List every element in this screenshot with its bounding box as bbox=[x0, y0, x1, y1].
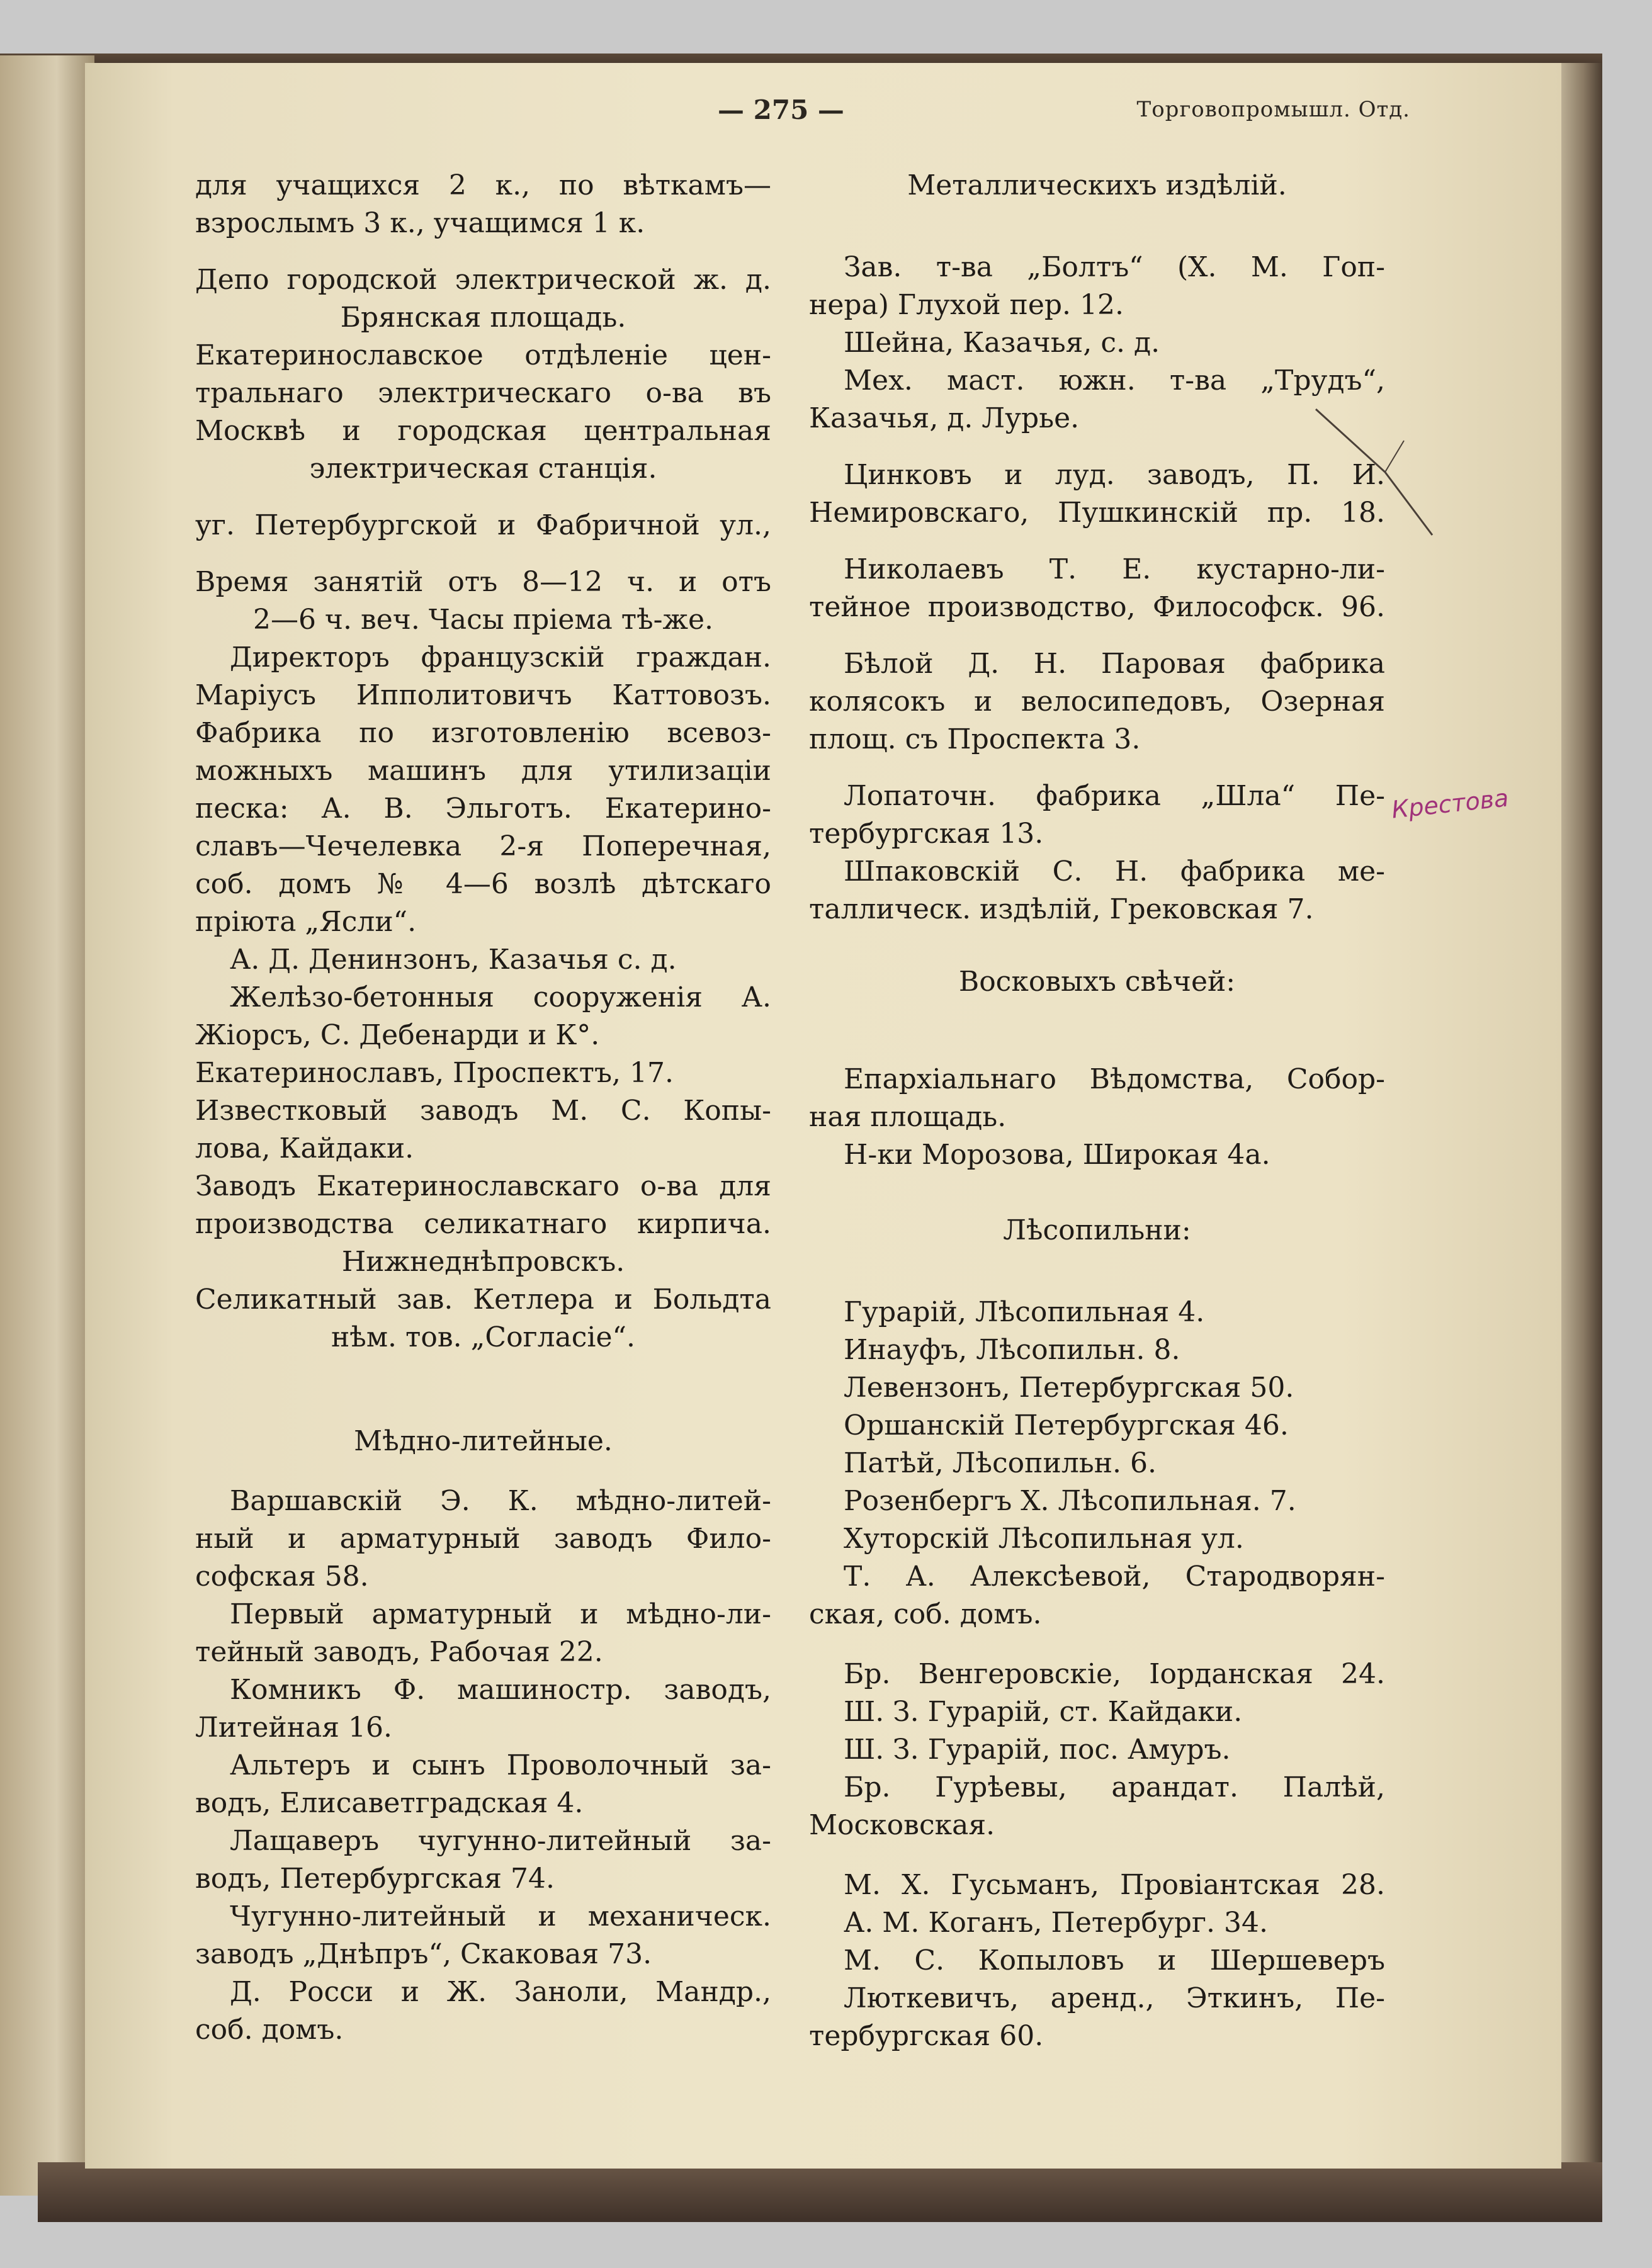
text-line: Мех. маст. южн. т-ва „Трудъ“, bbox=[844, 364, 1385, 397]
text-line: М. С. Копыловъ и Шершеверъ bbox=[844, 1944, 1385, 1977]
text-line: уг. Петербургской и Фабричной ул., bbox=[195, 509, 771, 541]
text-line: Маріусъ Ипполитовичъ Каттовозъ. bbox=[195, 679, 771, 711]
section-heading: электрическая станція. bbox=[309, 453, 657, 485]
text-line: Директоръ французскій граждан. bbox=[230, 641, 771, 674]
text-line: Н-ки Морозова, Широкая 4а. bbox=[844, 1139, 1270, 1171]
text-line: тейный заводъ, Рабочая 22. bbox=[195, 1636, 603, 1668]
text-line: Комникъ Ф. машиностр. заводъ, bbox=[230, 1674, 771, 1706]
text-line: Чугунно-литейный и механическ. bbox=[230, 1900, 771, 1932]
text-line: взрослымъ 3 к., учащимся 1 к. bbox=[195, 207, 645, 239]
text-line: Лопаточн. фабрика „Шла“ Пе- bbox=[844, 780, 1385, 812]
text-line: Заводъ Екатеринославскаго о-ва для bbox=[195, 1170, 771, 1202]
text-line: Лащаверъ чугунно-литейный за- bbox=[230, 1825, 771, 1857]
page-number: — 275 — bbox=[718, 94, 844, 125]
book-binding-right bbox=[1555, 63, 1602, 2216]
section-heading: нѣм. тов. „Согласіе“. bbox=[331, 1321, 636, 1353]
text-line: песка: А. В. Эльготъ. Екатерино- bbox=[195, 793, 771, 825]
text-line: Депо городской электрической ж. д. bbox=[195, 264, 771, 296]
text-line: Бр. Гурѣевы, арандат. Палѣй, bbox=[844, 1771, 1385, 1803]
text-line: лова, Кайдаки. bbox=[195, 1132, 414, 1165]
text-line: ная площадь. bbox=[809, 1101, 1007, 1133]
text-line: Цинковъ и луд. заводъ, П. И. bbox=[844, 459, 1385, 491]
text-line: Инауфъ, Лѣсопильн. 8. bbox=[844, 1334, 1180, 1366]
section-heading: Брянская площадь. bbox=[340, 302, 626, 334]
text-line: Казачья, д. Лурье. bbox=[809, 402, 1080, 434]
text-line: славъ—Чечелевка 2-я Поперечная, bbox=[195, 830, 771, 862]
text-line: Екатеринославъ, Проспектъ, 17. bbox=[195, 1057, 674, 1089]
text-line: можныхъ машинъ для утилизаціи bbox=[195, 755, 771, 787]
text-line: Москвѣ и городская центральная bbox=[195, 415, 771, 447]
text-line: Альтеръ и сынъ Проволочный за- bbox=[230, 1749, 771, 1781]
section-heading: Нижнеднѣпровскъ. bbox=[341, 1246, 625, 1278]
text-line: Желѣзо-бетонныя сооруженія А. bbox=[230, 981, 771, 1013]
text-line: Время занятій отъ 8—12 ч. и отъ bbox=[195, 566, 771, 598]
text-line: заводъ „Днѣпръ“, Скаковая 73. bbox=[195, 1938, 652, 1970]
text-line: тейное производство, Философск. 96. bbox=[809, 591, 1385, 623]
section-heading: Мѣдно-литейные. bbox=[354, 1425, 613, 1457]
text-line: таллическ. издѣлій, Грековская 7. bbox=[809, 893, 1314, 925]
text-line: Первый арматурный и мѣдно-ли- bbox=[230, 1598, 771, 1630]
text-line: соб. домъ № 4—6 возлѣ дѣтскаго bbox=[195, 868, 771, 900]
text-line: Фабрика по изготовленію всевоз- bbox=[195, 717, 771, 749]
text-line: Розенбергъ Х. Лѣсопильная. 7. bbox=[844, 1485, 1296, 1517]
running-header bbox=[718, 94, 1410, 132]
text-line: водъ, Петербургская 74. bbox=[195, 1863, 555, 1895]
handwritten-margin-note: Крестова bbox=[1390, 784, 1510, 824]
text-line: А. Д. Денинзонъ, Казачья с. д. bbox=[230, 944, 677, 976]
text-line: софская 58. bbox=[195, 1560, 369, 1593]
text-line: Шпаковскій С. Н. фабрика ме- bbox=[844, 855, 1385, 888]
text-line: Т. А. Алексѣевой, Стародворян- bbox=[844, 1560, 1385, 1593]
book-binding-bottom bbox=[38, 2162, 1602, 2222]
text-line: Екатеринославское отдѣленіе цен- bbox=[195, 339, 771, 371]
pencil-mark bbox=[1310, 403, 1435, 541]
section-heading: Восковыхъ свѣчей: bbox=[958, 966, 1236, 998]
text-line: соб. домъ. bbox=[195, 2014, 344, 2046]
text-line: Д. Росси и Ж. Заноли, Мандр., bbox=[230, 1976, 771, 2008]
text-line: Зав. т-ва „Болтъ“ (Х. М. Гоп- bbox=[844, 251, 1385, 283]
text-line: Московская. bbox=[809, 1809, 995, 1841]
text-line: нера) Глухой пер. 12. bbox=[809, 289, 1124, 321]
text-line: Жіорсъ, С. Дебенарди и К°. bbox=[195, 1019, 600, 1051]
text-line: Немировскаго, Пушкинскій пр. 18. bbox=[809, 497, 1385, 529]
text-line: Оршанскій Петербургская 46. bbox=[844, 1409, 1289, 1441]
section-title: Торговопромышл. Отд. bbox=[1136, 97, 1410, 122]
text-line: тральнаго электрическаго о-ва въ bbox=[195, 377, 771, 409]
section-heading: Металлическихъ издѣлій. bbox=[907, 169, 1287, 201]
text-line: Ш. З. Гурарій, пос. Амуръ. bbox=[844, 1734, 1231, 1766]
text-line: Бр. Венгеровскіе, Іорданская 24. bbox=[844, 1658, 1385, 1690]
text-line: для учащихся 2 к., по вѣткамъ— bbox=[195, 169, 771, 201]
text-line: Варшавскій Э. К. мѣдно-литей- bbox=[230, 1485, 771, 1517]
text-line: Ш. З. Гурарій, ст. Кайдаки. bbox=[844, 1696, 1243, 1728]
text-line: пріюта „Ясли“. bbox=[195, 906, 417, 938]
text-line: Шейна, Казачья, с. д. bbox=[844, 327, 1160, 359]
text-line: А. М. Коганъ, Петербург. 34. bbox=[844, 1907, 1268, 1939]
book-binding-left bbox=[0, 55, 94, 2196]
text-line: Бѣлой Д. Н. Паровая фабрика bbox=[844, 648, 1385, 680]
text-line: площ. съ Проспекта 3. bbox=[809, 723, 1141, 755]
text-line: тербургская 13. bbox=[809, 818, 1044, 850]
text-line: М. Х. Гусьманъ, Провіантская 28. bbox=[844, 1869, 1385, 1901]
section-heading: Лѣсопильни: bbox=[1003, 1214, 1191, 1246]
text-line: Литейная 16. bbox=[195, 1712, 393, 1744]
section-heading: 2—6 ч. веч. Часы пріема тѣ-же. bbox=[252, 604, 714, 636]
text-line: Люткевичъ, аренд., Эткинъ, Пе- bbox=[844, 1982, 1385, 2014]
text-line: Епархіальнаго Вѣдомства, Собор- bbox=[844, 1063, 1385, 1095]
text-line: Левензонъ, Петербургская 50. bbox=[844, 1372, 1294, 1404]
text-line: производства селикатнаго кирпича. bbox=[195, 1208, 771, 1240]
text-line: ская, соб. домъ. bbox=[809, 1598, 1042, 1630]
text-line: водъ, Елисаветградская 4. bbox=[195, 1787, 584, 1819]
text-line: тербургская 60. bbox=[809, 2020, 1044, 2052]
text-line: Хуторскій Лѣсопильная ул. bbox=[844, 1523, 1244, 1555]
text-line: колясокъ и велосипедовъ, Озерная bbox=[809, 685, 1385, 718]
text-line: Николаевъ Т. Е. кустарно-ли- bbox=[844, 553, 1385, 585]
text-line: Селикатный зав. Кетлера и Больдта bbox=[195, 1284, 771, 1316]
text-line: Гурарій, Лѣсопильная 4. bbox=[844, 1296, 1205, 1328]
text-line: Патѣй, Лѣсопильн. 6. bbox=[844, 1447, 1157, 1479]
text-line: ный и арматурный заводъ Фило- bbox=[195, 1523, 771, 1555]
text-line: Известковый заводъ М. С. Копы- bbox=[195, 1095, 771, 1127]
